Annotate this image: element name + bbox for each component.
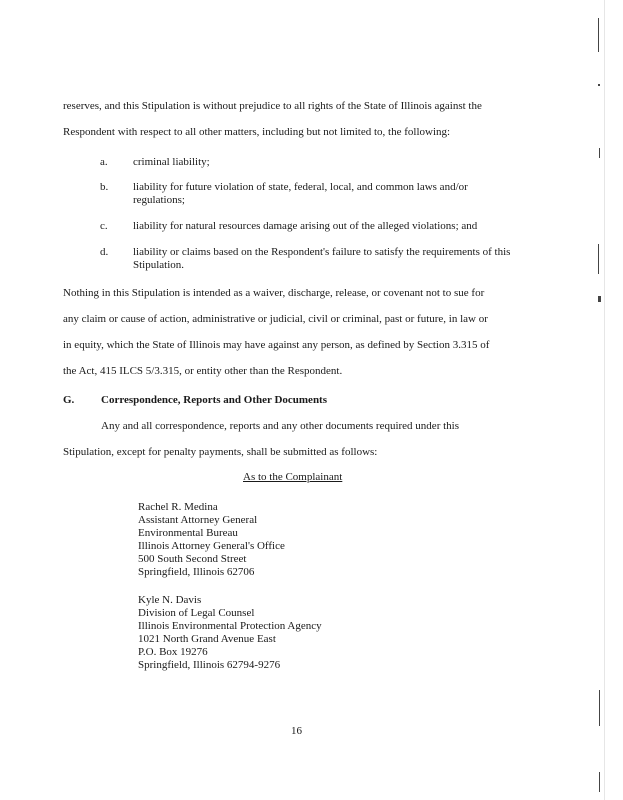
para2-line-3: in equity, which the State of Illinois may have against any person, as defined by Section 3.315 of: [63, 339, 490, 351]
address1-line-2: Assistant Attorney General: [138, 514, 258, 526]
scan-mark: [598, 296, 601, 302]
list-marker-a: a.: [100, 156, 108, 168]
scan-mark: [604, 0, 605, 800]
address1-line-3: Environmental Bureau: [138, 527, 238, 539]
address1-line-6: Springfield, Illinois 62706: [138, 566, 255, 578]
list-text-d: liability or claims based on the Respondent's failure to satisfy the requirements of this Stipulation.: [133, 246, 511, 271]
address2-line-5: P.O. Box 19276: [138, 646, 208, 658]
para2-line-1: Nothing in this Stipulation is intended as a waiver, discharge, release, or covenant not to sue for: [63, 287, 485, 299]
list-marker-d: d.: [100, 246, 109, 258]
list-text-a: criminal liability;: [133, 156, 210, 168]
page-number: 16: [291, 725, 302, 737]
para3-line-2: Stipulation, except for penalty payments, shall be submitted as follows:: [63, 446, 378, 458]
address2-line-3: Illinois Environmental Protection Agency: [138, 620, 322, 632]
address2-line-2: Division of Legal Counsel: [138, 607, 255, 619]
list-marker-c: c.: [100, 220, 108, 232]
list-text-c: liability for natural resources damage arising out of the alleged violations; and: [133, 220, 478, 232]
address2-line-1: Kyle N. Davis: [138, 594, 202, 606]
address2-line-4: 1021 North Grand Avenue East: [138, 633, 276, 645]
scan-mark: [599, 690, 600, 726]
scan-mark: [599, 772, 600, 792]
list-text-b: liability for future violation of state, federal, local, and common laws and/or regulations;: [133, 181, 468, 206]
scan-dot: [598, 84, 600, 86]
address1-line-4: Illinois Attorney General's Office: [138, 540, 285, 552]
scan-mark: [599, 148, 600, 158]
para2-line-2: any claim or cause of action, administrative or judicial, civil or criminal, past or future, in law or: [63, 313, 488, 325]
complainant-heading: As to the Complainant: [243, 471, 343, 483]
section-title: Correspondence, Reports and Other Documents: [101, 394, 327, 406]
para1-line-2: Respondent with respect to all other matters, including but not limited to, the following:: [63, 126, 451, 138]
para3-line-1: Any and all correspondence, reports and any other documents required under this: [101, 420, 459, 432]
address1-line-1: Rachel R. Medina: [138, 501, 218, 513]
para2-line-4: the Act, 415 ILCS 5/3.315, or entity other than the Respondent.: [63, 365, 343, 377]
list-marker-b: b.: [100, 181, 109, 193]
address2-line-6: Springfield, Illinois 62794-9276: [138, 659, 281, 671]
para1-line-1: reserves, and this Stipulation is without prejudice to all rights of the State of Illinois against the: [63, 100, 482, 112]
scan-mark: [598, 244, 599, 274]
scan-mark: [598, 18, 599, 52]
address1-line-5: 500 South Second Street: [138, 553, 247, 565]
section-letter: G.: [63, 394, 75, 406]
